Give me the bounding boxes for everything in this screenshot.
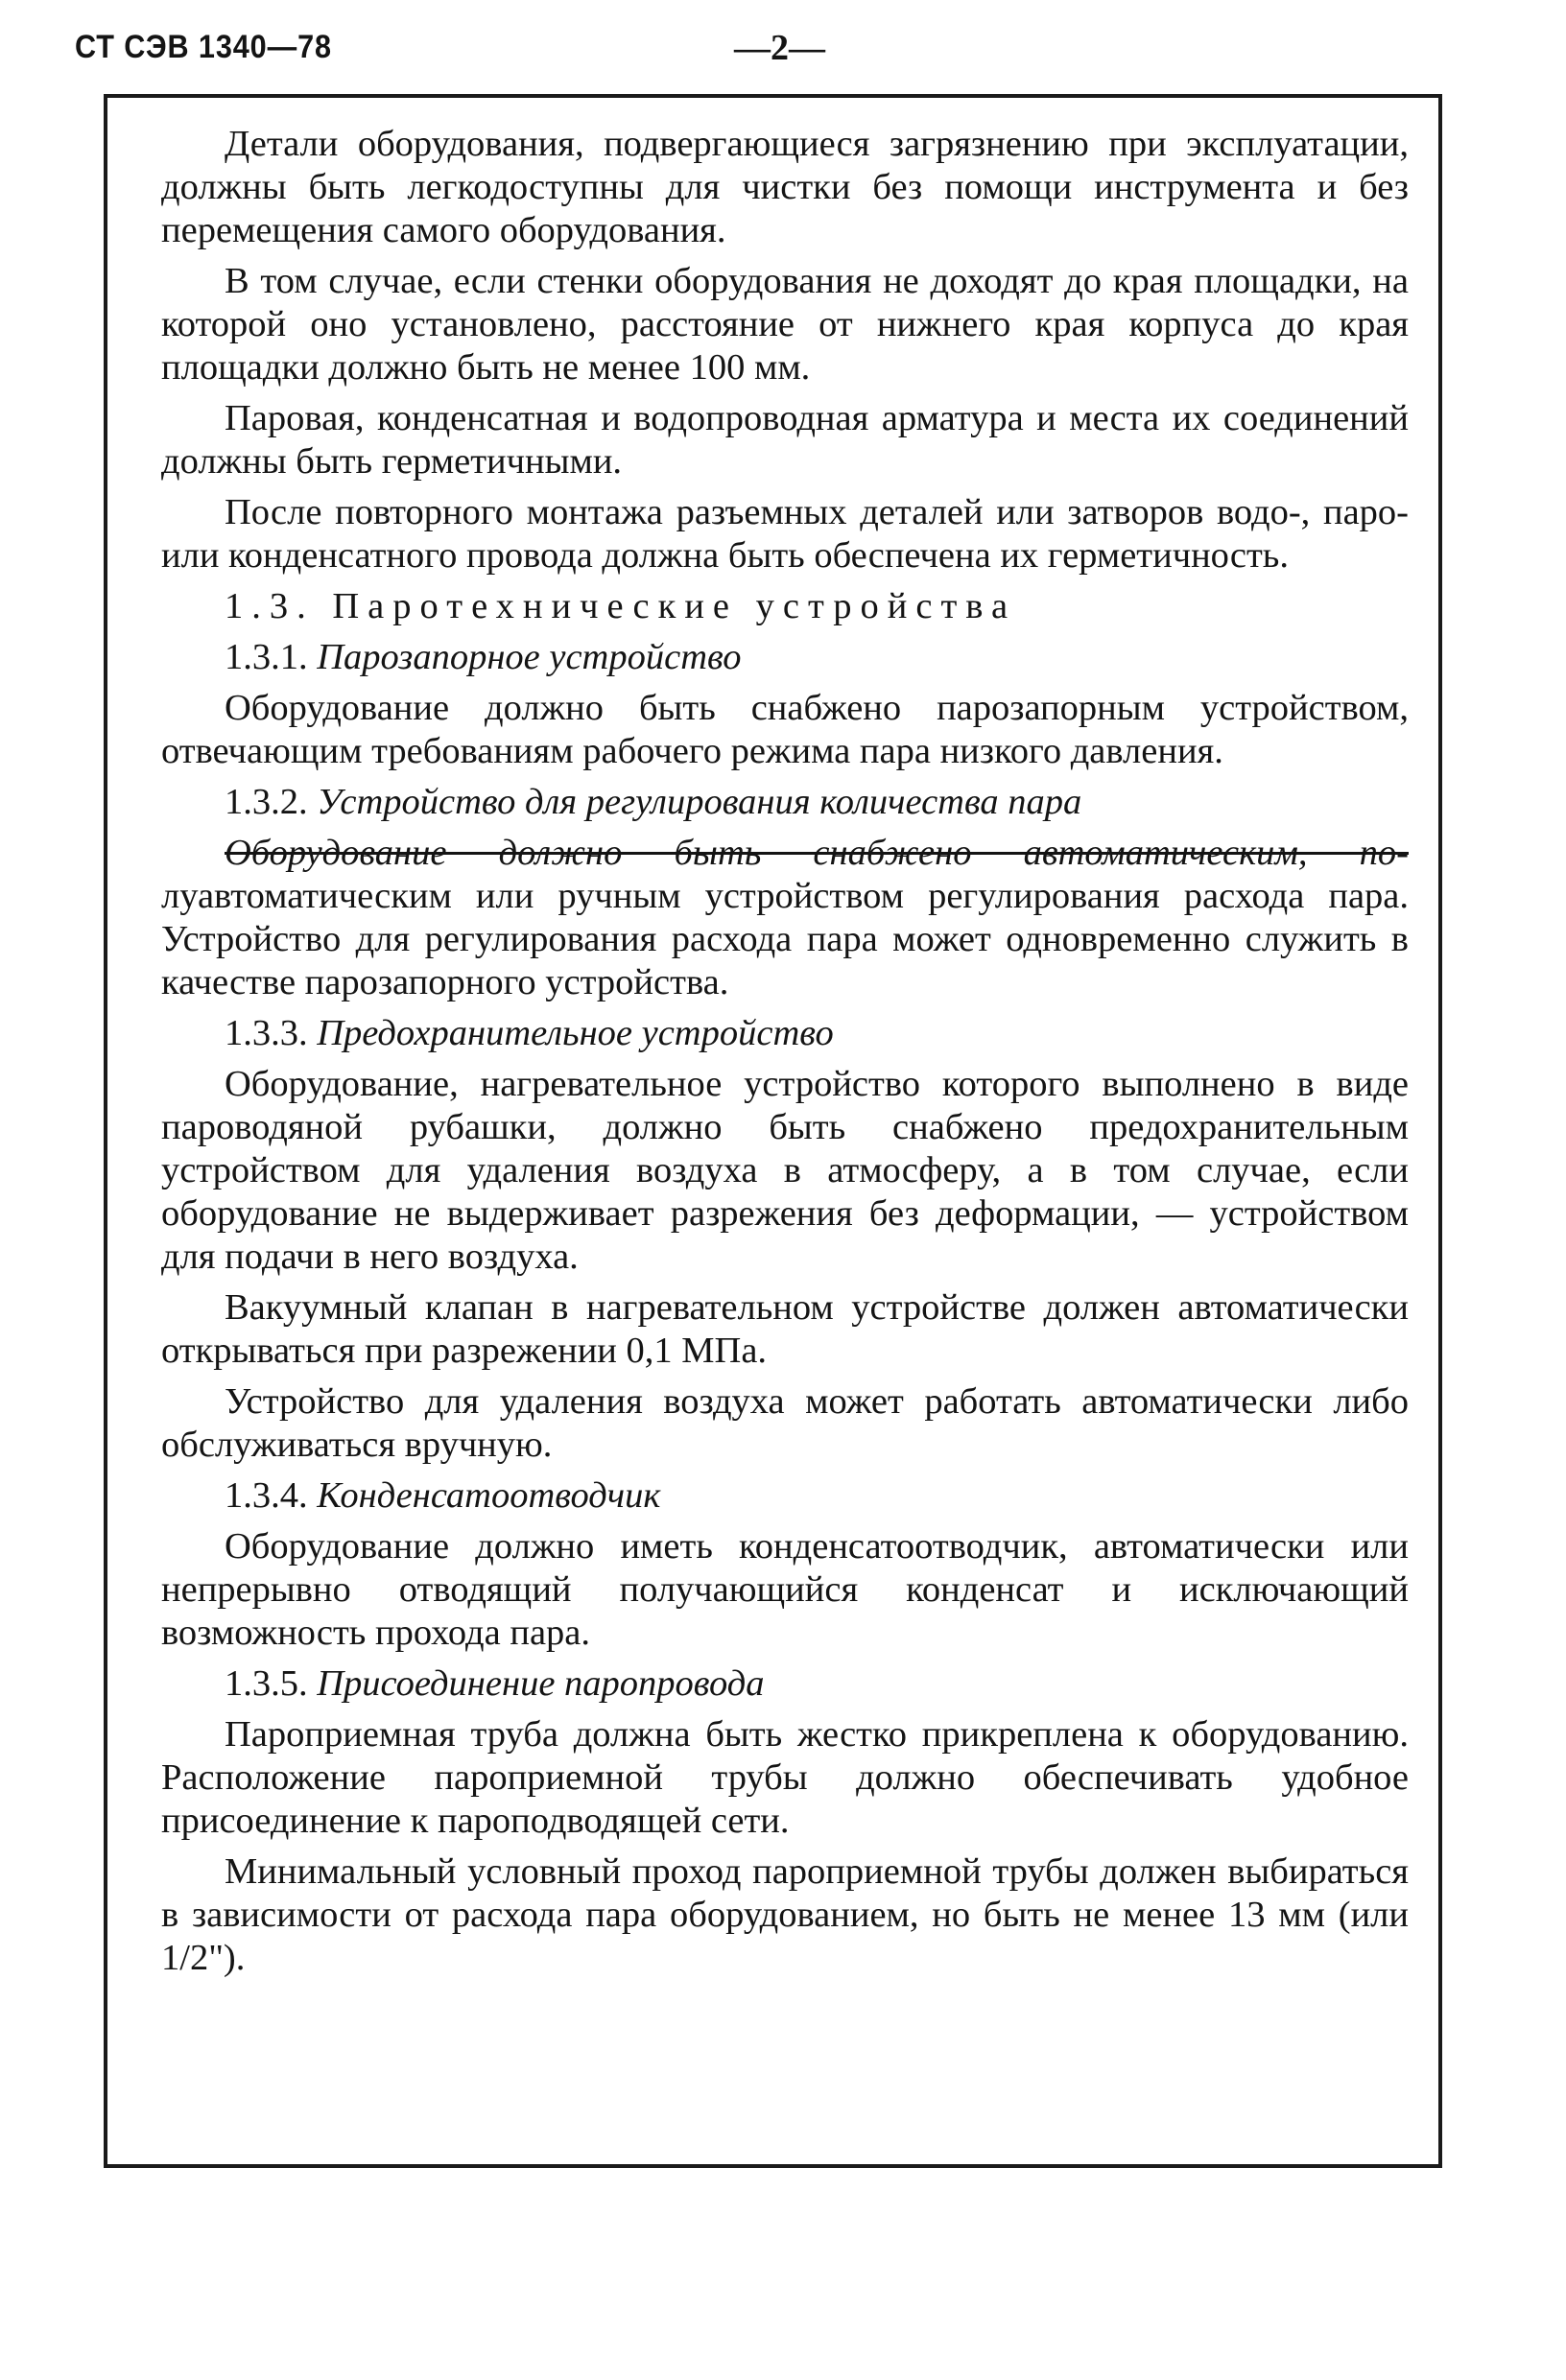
page-number: —2— bbox=[734, 28, 825, 68]
section-heading-1-3: 1.3. Паротехнические устройства bbox=[225, 586, 1017, 626]
subsection-title: Конденсатоотводчик bbox=[317, 1475, 661, 1516]
struck-through-text: Оборудование должно быть снабжено автоматическим, по- bbox=[225, 833, 1409, 873]
subsection-title: Предохранительное устройство bbox=[317, 1013, 834, 1053]
document-code: СТ СЭВ 1340—78 bbox=[75, 29, 332, 65]
paragraph-steam-trap: Оборудование должно иметь конденсатоотводчик, автоматически или непрерывно отводящий получающийся конденсат и исключающий возможность прохода пара. bbox=[161, 1526, 1409, 1653]
paragraph-text: Минимальный условный проход пароприемной трубы должен выбираться в зависимости от расхода пара оборудованием, но быть не менее 13 мм (или bbox=[161, 1851, 1409, 1935]
fraction-half: 1/2 bbox=[161, 1938, 209, 1978]
subsection-number: 1.3.1. bbox=[225, 637, 308, 677]
subsection-heading-1-3-4 bbox=[161, 1474, 1409, 1518]
paragraph-text-end: "). bbox=[208, 1938, 246, 1978]
paragraph-vacuum-valve: Вакуумный клапан в нагревательном устройстве должен автоматически открываться при разрежении 0,1 МПа. bbox=[161, 1287, 1409, 1371]
subsection-title: Парозапорное устройство bbox=[317, 637, 742, 677]
subsection-heading-1-3-5 bbox=[161, 1662, 1409, 1706]
paragraph-remount: После повторного монтажа разъемных деталей или затворов водо-, паро- или конденсатного провода должна быть обеспечена их герметичность. bbox=[161, 492, 1409, 576]
paragraph-air-removal: Устройство для удаления воздуха может работать автоматически либо обслуживаться вручную. bbox=[161, 1381, 1409, 1465]
subsection-number: 1.3.5. bbox=[225, 1663, 308, 1704]
paragraph-regulating-device bbox=[161, 832, 1409, 1004]
subsection-number: 1.3.4. bbox=[225, 1475, 308, 1516]
paragraph-min-bore bbox=[161, 1850, 1409, 1980]
subsection-heading-1-3-3 bbox=[161, 1012, 1409, 1055]
paragraph-platform-distance: В том случае, если стенки оборудования не доходят до края площадки, на которой оно установлено, расстояние от нижнего края корпуса до края площадки должно быть не менее 100 мм. bbox=[161, 261, 1409, 388]
paragraph-text: луавтоматическим или ручным устройством регулирования расхода пара. Устройство для регулирования расхода пара может одновременно служить в качестве парозапорного устройства. bbox=[161, 876, 1409, 1002]
paragraph-inlet-pipe: Пароприемная труба должна быть жестко прикреплена к оборудованию. Расположение пароприемной трубы должно обеспечивать удобное присоединение к пароподводящей сети. bbox=[161, 1714, 1409, 1841]
page-header bbox=[0, 0, 1566, 86]
subsection-title: Устройство для регулирования количества пара bbox=[317, 782, 1082, 822]
paragraph-shutoff-device: Оборудование должно быть снабжено парозапорным устройством, отвечающим требованиям рабочего режима пара низкого давления. bbox=[161, 688, 1409, 771]
subsection-number: 1.3.2. bbox=[225, 782, 308, 822]
document-body bbox=[161, 123, 1409, 1988]
subsection-heading-1-3-1 bbox=[161, 636, 1409, 679]
paragraph-safety-device: Оборудование, нагревательное устройство которого выполнено в виде пароводяной рубашки, должно быть снабжено предохранительным устройством для удаления воздуха в атмосферу, а в том случае, если оборудование не выдерживает разрежения без деформации, — устройством для подачи в него воздуха. bbox=[161, 1064, 1409, 1277]
subsection-number: 1.3.3. bbox=[225, 1013, 308, 1053]
paragraph-cleaning: Детали оборудования, подвергающиеся загрязнению при эксплуатации, должны быть легкодоступны для чистки без помощи инструмента и без перемещения самого оборудования. bbox=[161, 124, 1409, 250]
paragraph-fittings: Паровая, конденсатная и водопроводная арматура и места их соединений должны быть герметичными. bbox=[161, 398, 1409, 482]
subsection-title: Присоединение паропровода bbox=[317, 1663, 765, 1704]
subsection-heading-1-3-2 bbox=[161, 781, 1409, 824]
